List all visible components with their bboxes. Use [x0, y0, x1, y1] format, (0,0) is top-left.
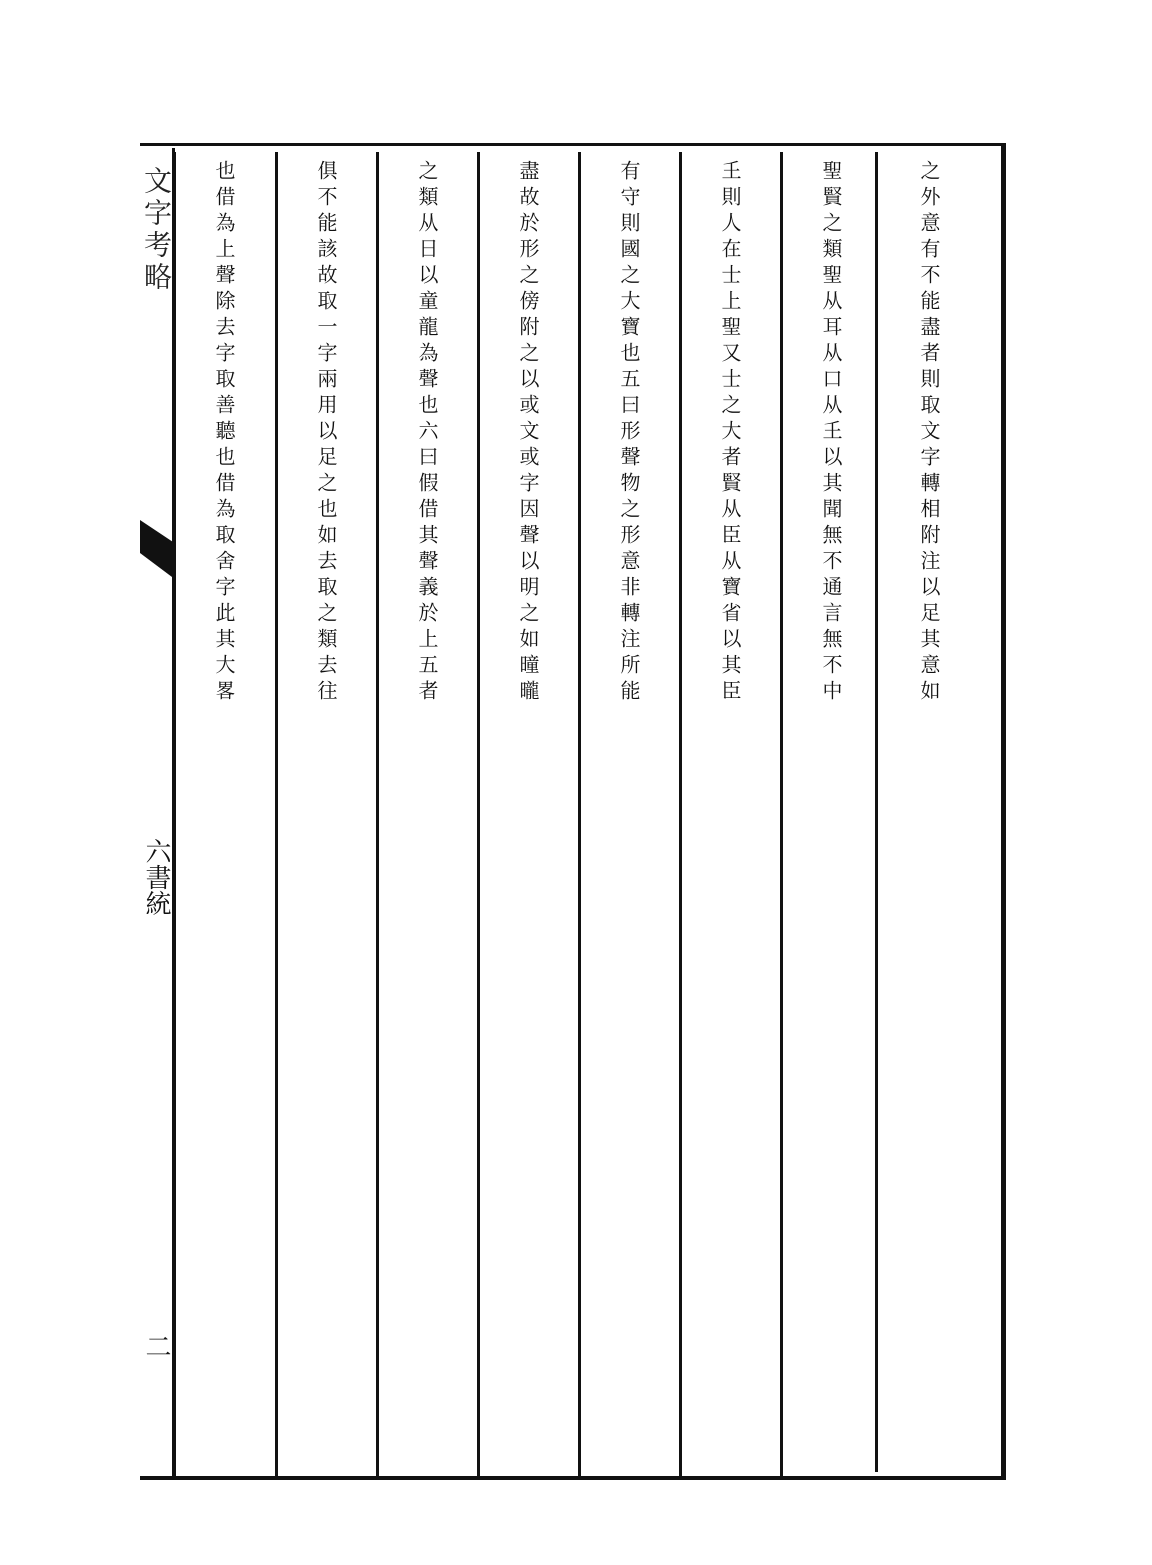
column-text: 聖賢之類聖从耳从口从𡈼以其聞無不通言無不中 — [819, 160, 843, 706]
text-column-5 — [477, 152, 579, 1477]
text-column-8 — [173, 152, 275, 1477]
text-column-2 — [780, 152, 882, 1477]
gutter-page-number: 二 — [141, 1333, 171, 1359]
column-text: 𡈼則人在士上聖又士之大者賢从臣从寶省以其臣 — [718, 160, 742, 706]
text-column-6 — [376, 152, 478, 1477]
gutter-header-text: 文字考略 — [140, 166, 173, 294]
page-gutter — [140, 148, 175, 1478]
column-text: 也借為上聲除去字取善聽也借為取舍字此其大畧 — [212, 160, 236, 706]
text-column-4 — [578, 152, 680, 1477]
gutter-book-title: 六書統 — [141, 838, 171, 916]
column-text: 有守則國之大寶也五曰形聲物之形意非轉注所能 — [617, 160, 641, 706]
column-text: 盡故於形之傍附之以或文或字因聲以明之如曈曨 — [516, 160, 540, 706]
text-column-1 — [878, 152, 980, 1477]
column-text: 之外意有不能盡者則取文字轉相附注以足其意如 — [917, 160, 941, 706]
text-column-7 — [275, 152, 377, 1477]
column-text: 俱不能該故取一字兩用以足之也如去取之類去往 — [314, 160, 338, 706]
column-text: 之類从日以童龍為聲也六曰假借其聲義於上五者 — [415, 160, 439, 706]
text-column-3 — [679, 152, 781, 1477]
